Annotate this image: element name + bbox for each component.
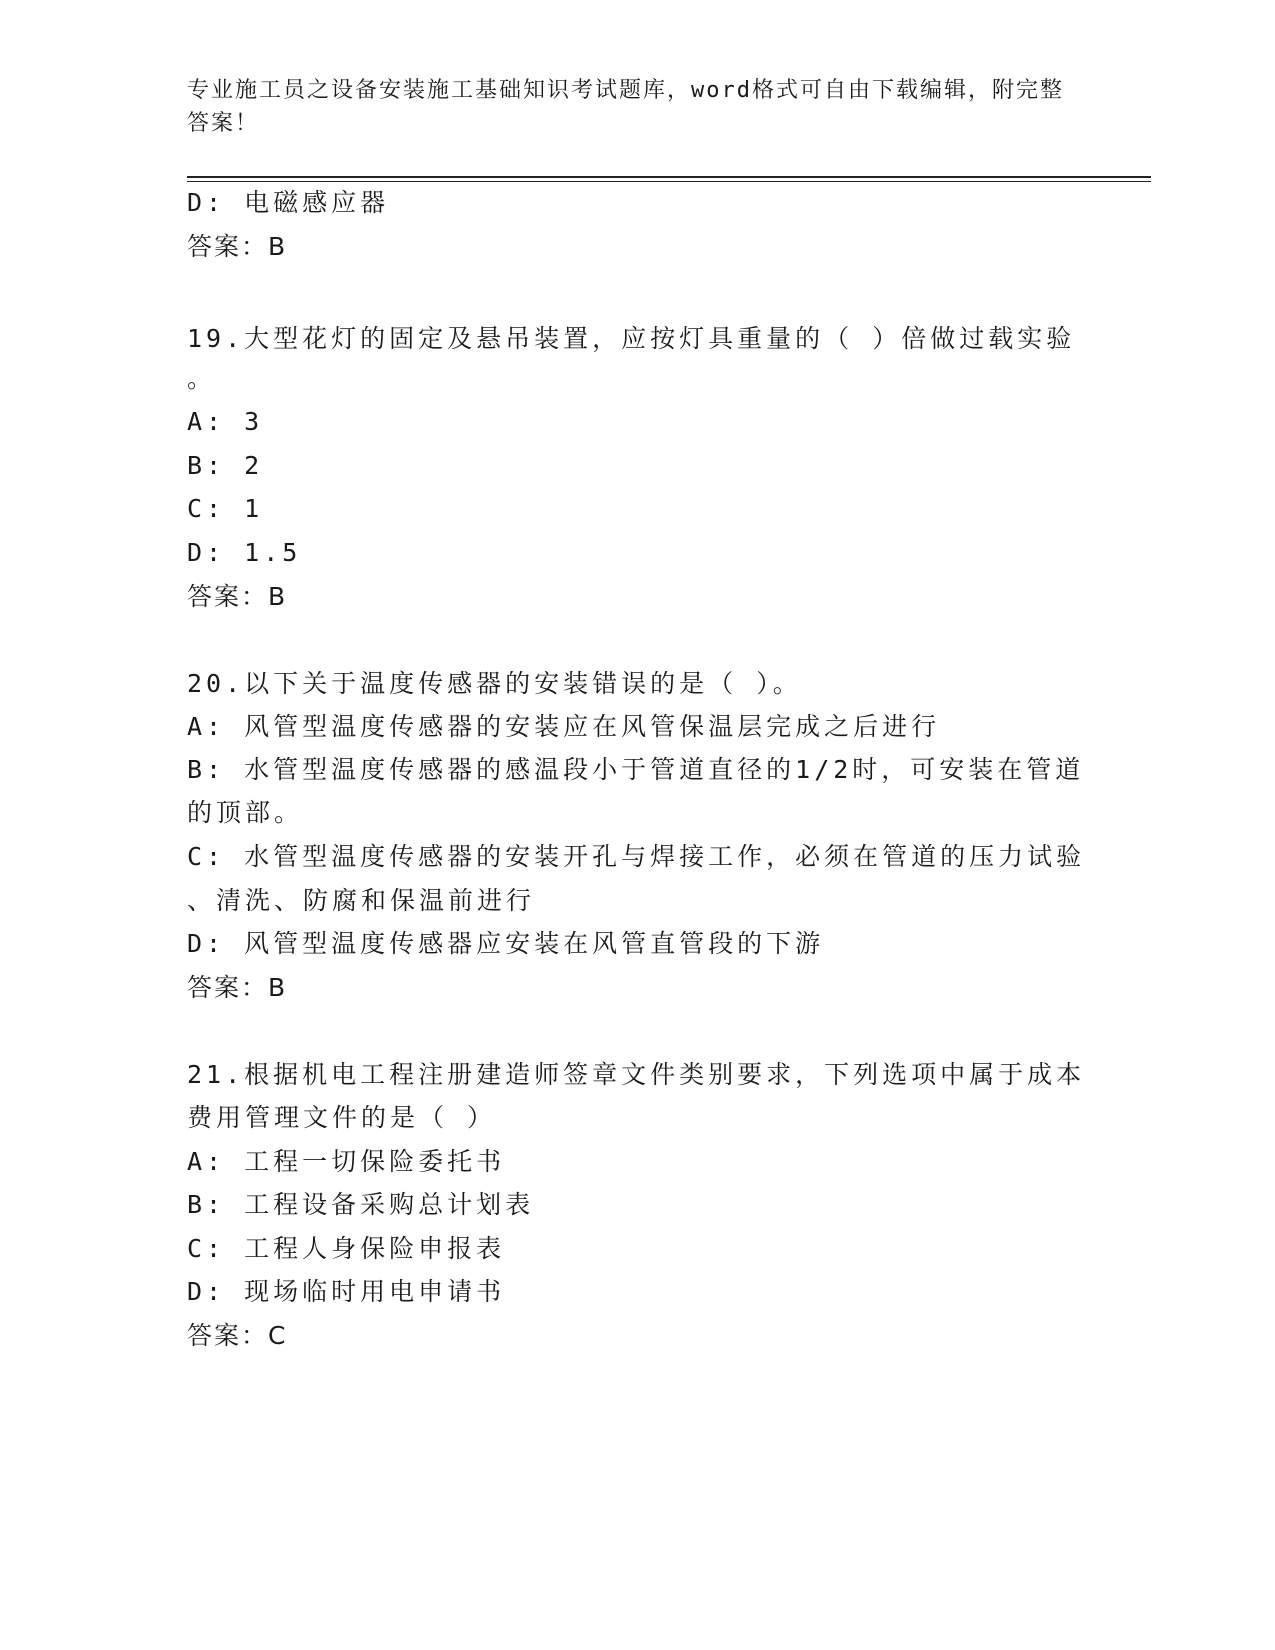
option-c: C: 1 [187,494,264,523]
question-21: 21.根据机电工程注册建造师签章文件类别要求，下列选项中属于成本 [187,1060,1086,1089]
question-20: 20.以下关于温度传感器的安装错误的是（ ）。 [187,669,802,698]
answer: 答案：C [187,1321,288,1350]
option-d: D: 电磁感应器 [187,188,390,217]
option-d: D: 现场临时用电申请书 [187,1277,506,1306]
question-21-continuation: 费用管理文件的是（ ） [187,1103,497,1132]
option-c: C: 工程人身保险申报表 [187,1234,506,1263]
option-c-continuation: 、清洗、防腐和保温前进行 [187,886,536,915]
option-b-continuation: 的顶部。 [187,798,304,827]
answer: 答案：B [187,582,288,611]
option-d: D: 1.5 [187,538,302,567]
question-19: 19.大型花灯的固定及悬吊装置，应按灯具重量的（ ）倍做过载实验 [187,324,1076,353]
header-rule-thick [187,176,1151,178]
option-b: B: 水管型温度传感器的感温段小于管道直径的1/2时，可安装在管道 [187,755,1085,784]
option-b: B: 工程设备采购总计划表 [187,1190,535,1219]
option-a: A: 3 [187,407,264,436]
option-a: A: 风管型温度传感器的安装应在风管保温层完成之后进行 [187,712,941,741]
answer: 答案：B [187,232,288,261]
document-header: 专业施工员之设备安装施工基础知识考试题库，word格式可自由下载编辑，附完整答案！ [187,78,1064,136]
option-b: B: 2 [187,451,264,480]
option-c: C: 水管型温度传感器的安装开孔与焊接工作，必须在管道的压力试验 [187,842,1086,871]
question-19-continuation: 。 [187,364,217,393]
option-d: D: 风管型温度传感器应安装在风管直管段的下游 [187,929,825,958]
option-a: A: 工程一切保险委托书 [187,1147,506,1176]
answer: 答案：B [187,973,288,1002]
header-rule-thin [187,181,1151,182]
